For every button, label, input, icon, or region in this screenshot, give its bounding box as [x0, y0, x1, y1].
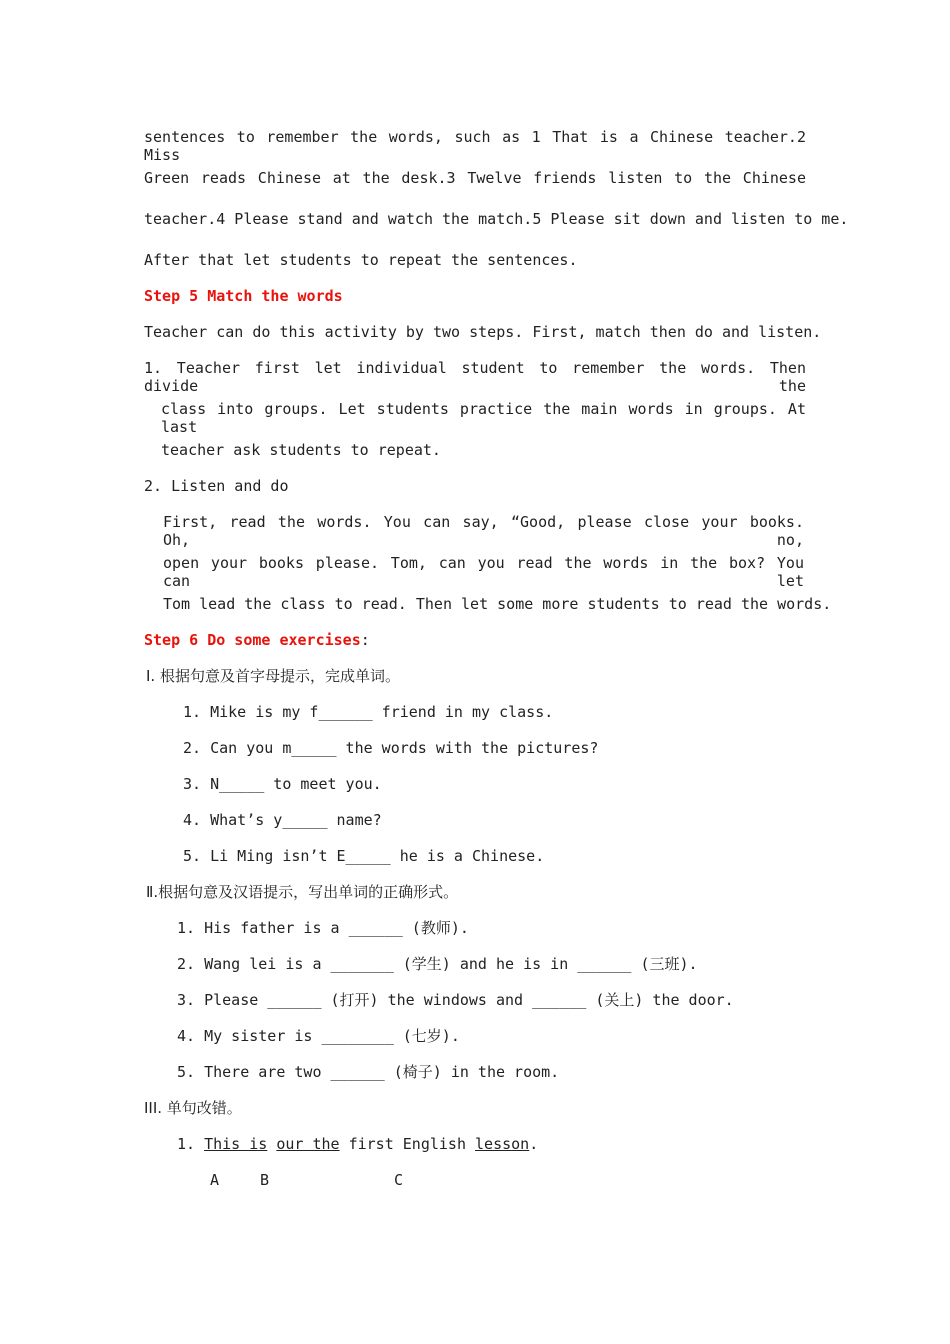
text-segment: first English [339, 1135, 476, 1153]
paragraph-line: Green reads Chinese at the desk.3 Twelve friends listen to the Chinese [144, 169, 806, 187]
underlined-segment-c: lesson [475, 1135, 530, 1153]
paragraph-line: sentences to remember the words, such as 1 That is a Chinese teacher.2 Miss [144, 128, 806, 164]
option-label-a: A [210, 1171, 220, 1189]
step6-colon: : [360, 631, 370, 649]
step5-heading: Step 5 Match the words [144, 287, 343, 305]
paragraph-line: teacher.4 Please stand and watch the match.5 Please sit down and listen to me. [144, 210, 849, 228]
step5-item1-line: class into groups. Let students practice the main words in groups. At last [161, 400, 806, 436]
part1-item: 1. Mike is my f______ friend in my class. [183, 703, 554, 721]
part2-item: 1. His father is a ______ (教师). [177, 919, 469, 937]
part3-item1 [177, 1135, 538, 1153]
step5-item1-line: teacher ask students to repeat. [161, 441, 441, 459]
step5-item2-line: open your books please. Tom, can you read the words in the box? You can let [163, 554, 804, 590]
step5-item2-line: First, read the words. You can say, “Good, please close your books. Oh, no, [163, 513, 804, 549]
step5-item2-title: 2. Listen and do [144, 477, 289, 495]
part2-item: 4. My sister is ________ (七岁). [177, 1027, 460, 1045]
step6-heading-line [144, 631, 370, 649]
part1-title: Ⅰ. 根据句意及首字母提示，完成单词。 [146, 667, 400, 685]
text-segment [267, 1135, 276, 1153]
part1-item: 2. Can you m_____ the words with the pictures? [183, 739, 599, 757]
part2-item: 5. There are two ______ (椅子) in the room. [177, 1063, 560, 1081]
step5-intro: Teacher can do this activity by two steps. First, match then do and listen. [144, 323, 822, 341]
step6-heading: Step 6 Do some exercises [144, 631, 361, 649]
step5-item2-line: Tom lead the class to read. Then let some more students to read the words. [163, 595, 832, 613]
part2-item: 3. Please ______ (打开) the windows and ______ (关上) the door. [177, 991, 734, 1009]
part3-title: III. 单句改错。 [144, 1099, 242, 1117]
text-segment: . [529, 1135, 539, 1153]
part2-item: 2. Wang lei is a _______ (学生) and he is in ______ (三班). [177, 955, 698, 973]
item-number: 1. [177, 1135, 205, 1153]
part1-item: 3. N_____ to meet you. [183, 775, 382, 793]
part2-title: Ⅱ.根据句意及汉语提示，写出单词的正确形式。 [146, 883, 459, 901]
underlined-segment-b: our the [276, 1135, 340, 1153]
step5-item1-line: 1. Teacher first let individual student to remember the words. Then divide the [144, 359, 806, 395]
part1-item: 4. What’s y_____ name? [183, 811, 382, 829]
underlined-segment-a: This is [204, 1135, 268, 1153]
option-label-b: B [260, 1171, 270, 1189]
part1-item: 5. Li Ming isn’t E_____ he is a Chinese. [183, 847, 545, 865]
paragraph-line: After that let students to repeat the sentences. [144, 251, 578, 269]
option-label-c: C [394, 1171, 404, 1189]
